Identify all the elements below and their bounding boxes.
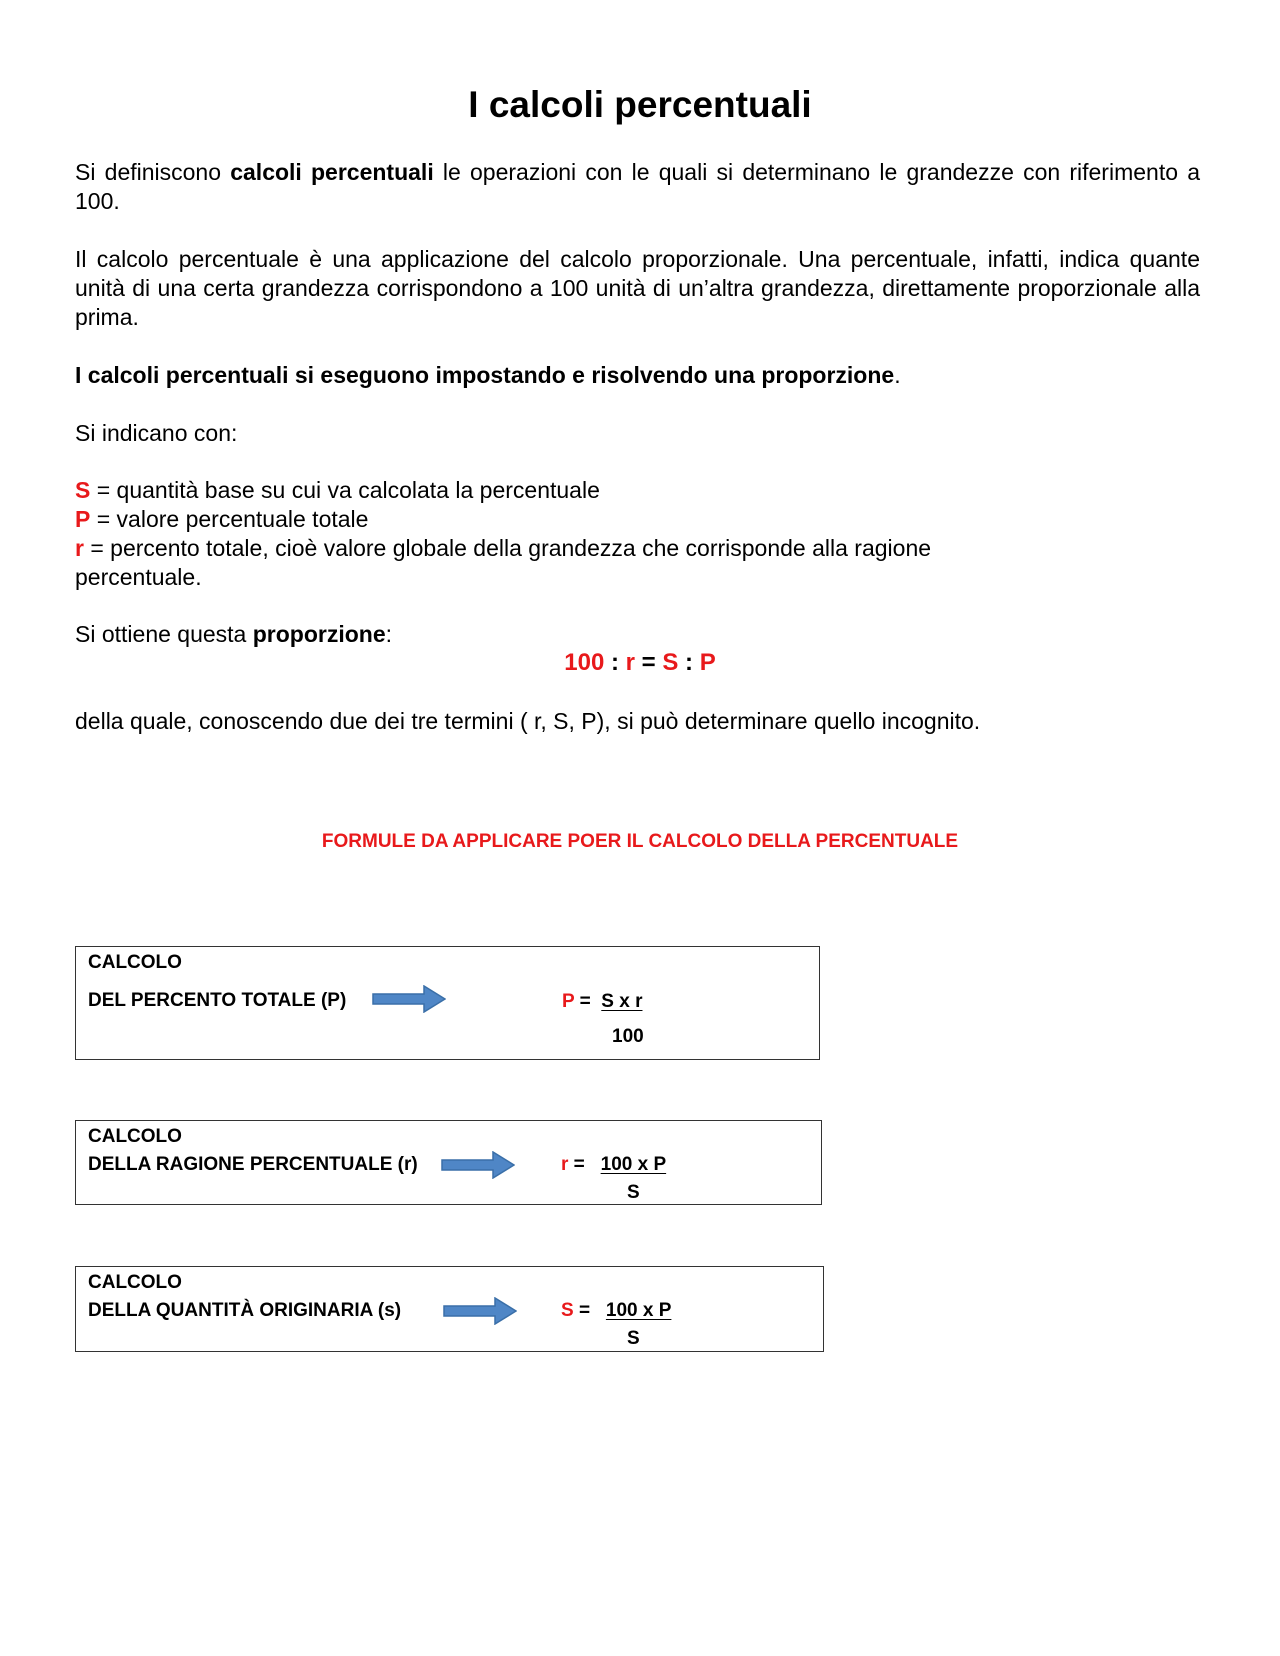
text: : [385,621,393,647]
symbol: S [75,477,91,503]
box-label-line1: CALCOLO [88,1272,182,1293]
term-p: P [699,649,716,676]
formula-s [561,1299,671,1323]
formula-box-original-quantity [75,1266,824,1352]
equals: = [568,1154,601,1175]
box-label-line2: DELLA RAGIONE PERCENTUALE (r) [88,1154,418,1175]
colon: : [678,649,700,676]
text: Si definiscono [75,159,231,185]
definition-text: = percento totale, cioè valore globale della grandezza che corrisponde alla ragione percentuale. [75,535,932,590]
definitions-list [75,476,1200,592]
denominator: S [627,1328,640,1349]
variable: S [561,1300,574,1321]
variable: P [562,991,575,1012]
text: Si ottiene questa [75,621,253,647]
proportion-intro [75,620,1200,649]
box-label-line1: CALCOLO [88,1126,182,1147]
formula-p [562,990,642,1014]
bold-term: calcoli percentuali [230,159,434,185]
box-label-line2: DEL PERCENTO TOTALE (P) [88,990,347,1011]
right-arrow-icon [441,1151,515,1179]
definition-text: = quantità base su cui va calcolata la percentuale [90,477,600,503]
formulas-section-title: FORMULE DA APPLICARE POER IL CALCOLO DELLA PERCENTUALE [321,831,959,852]
formula-r [561,1153,666,1177]
denominator: S [627,1182,640,1203]
bold-statement: I calcoli percentuali si eseguono impostando e risolvendo una proporzione [75,362,895,388]
formula-box-percent-total [75,946,820,1060]
equals: = [635,649,663,676]
proportion-formula [0,648,1280,678]
page-title: I calcoli percentuali [468,84,812,125]
definition-r [75,534,1005,592]
intro-paragraph-4: Si indicano con: [75,420,238,446]
variable: r [561,1154,569,1175]
formula-box-ratio [75,1120,822,1205]
right-arrow-icon [443,1297,517,1325]
text: . [894,362,901,388]
colon: : [604,649,626,676]
box-label-line1: CALCOLO [88,952,182,973]
symbol: P [75,506,91,532]
symbol: r [75,535,84,561]
text: le operazioni con le quali si determinano le grandezze con riferimento a 100. [75,159,1200,214]
proportion-explanation: della quale, conoscendo due dei tre termini ( r, S, P), si può determinare quello incognito. [75,708,981,734]
numerator: 100 x P [600,1154,667,1175]
definition-s [75,476,1200,505]
intro-paragraph-2: Il calcolo percentuale è una applicazione del calcolo proporzionale. Una percentuale, infatti, indica quante unità di una certa grandezza corrispondono a 100 unità di un’altra grandezza, direttamente proporzionale alla prima. [75,246,1200,330]
definition-text: = valore percentuale totale [90,506,369,532]
equals: = [573,1300,606,1321]
box-label-line2: DELLA QUANTITÀ ORIGINARIA (s) [88,1300,402,1321]
numerator: S x r [601,991,643,1012]
numerator: 100 x P [605,1300,672,1321]
term-r: r [625,649,635,676]
right-arrow-icon [372,985,446,1013]
bold-term: proporzione [252,621,386,647]
intro-paragraph-3 [75,361,1200,390]
term-s: S [662,649,679,676]
denominator: 100 [612,1026,644,1047]
intro-paragraph-1 [75,158,1200,216]
definition-p [75,505,1200,534]
equals: = [574,991,602,1012]
term-100: 100 [564,649,605,676]
